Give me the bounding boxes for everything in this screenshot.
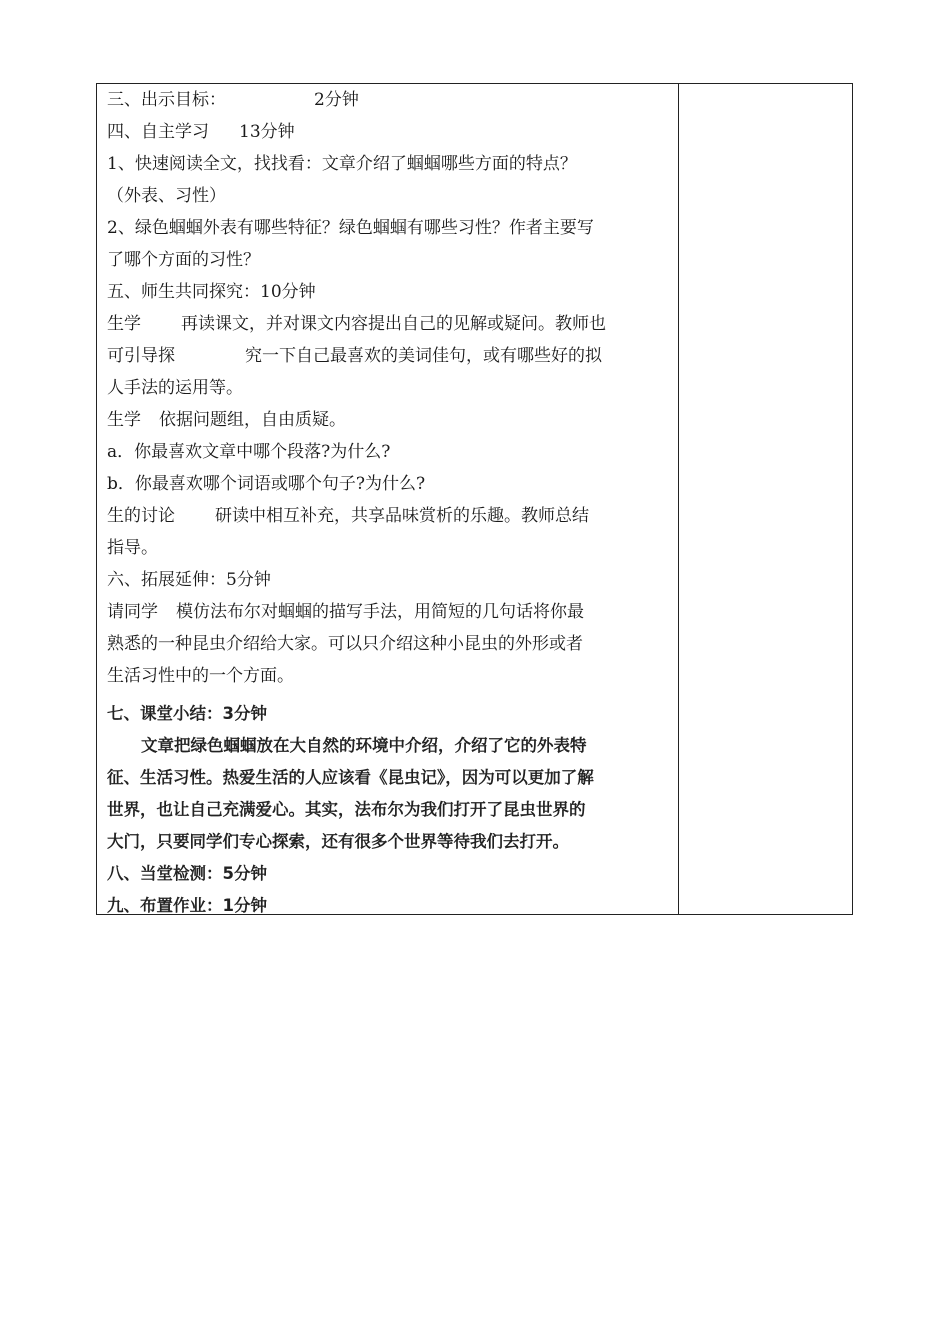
- section-8-heading: 八、当堂检测：5分钟: [107, 864, 267, 883]
- task-1-line-2: （外表、习性）: [107, 186, 226, 206]
- discussion-line-2: 指导。: [107, 538, 158, 558]
- extension-line-3: 生活习性中的一个方面。: [107, 666, 294, 686]
- section-3-heading: 三、出示目标： 2分钟: [107, 90, 359, 110]
- question-intro-line: 生学 依据问题组，自由质疑。: [107, 410, 346, 430]
- question-a: a．你最喜欢文章中哪个段落?为什么?: [107, 442, 391, 462]
- task-2-line-2: 了哪个方面的习性？: [107, 250, 260, 270]
- task-1-line-1: 1、快速阅读全文，找找看：文章介绍了蝈蝈哪些方面的特点？: [107, 154, 577, 174]
- notes-cell: [679, 84, 852, 914]
- section-6-heading: 六、拓展延伸：5分钟: [107, 570, 271, 590]
- summary-line-1: 文章把绿色蝈蝈放在大自然的环境中介绍，介绍了它的外表特: [141, 736, 587, 755]
- summary-line-3: 世界，也让自己充满爱心。其实，法布尔为我们打开了昆虫世界的: [107, 800, 586, 819]
- section-9-heading: 九、布置作业：1分钟: [107, 896, 267, 915]
- summary-line-4: 大门，只要同学们专心探索，还有很多个世界等待我们去打开。: [107, 832, 569, 851]
- explore-paragraph-line-3: 人手法的运用等。: [107, 378, 243, 398]
- question-b: b．你最喜欢哪个词语或哪个句子?为什么?: [107, 474, 426, 494]
- extension-line-2: 熟悉的一种昆虫介绍给大家。可以只介绍这种小昆虫的外形或者: [107, 634, 583, 654]
- discussion-line-1: 生的讨论 研读中相互补充，共享品味赏析的乐趣。教师总结: [107, 506, 589, 526]
- summary-line-2: 征、生活习性。热爱生活的人应该看《昆虫记》，因为可以更加了解: [107, 768, 594, 787]
- explore-paragraph-line-1: 生学 再读课文，并对课文内容提出自己的见解或疑问。教师也: [107, 314, 606, 334]
- extension-line-1: 请同学 模仿法布尔对蝈蝈的描写手法，用简短的几句话将你最: [107, 602, 584, 622]
- section-7-heading: 七、课堂小结：3分钟: [107, 704, 267, 723]
- section-4-heading: 四、自主学习 13分钟: [107, 122, 295, 142]
- section-5-heading: 五、师生共同探究：10分钟: [107, 282, 316, 302]
- task-2-line-1: 2、绿色蝈蝈外表有哪些特征？绿色蝈蝈有哪些习性？作者主要写: [107, 218, 594, 238]
- explore-paragraph-line-2: 可引导探 究一下自己最喜欢的美词佳句，或有哪些好的拟: [107, 346, 602, 366]
- lesson-content-cell: [107, 84, 669, 922]
- lesson-plan-table: [96, 83, 853, 915]
